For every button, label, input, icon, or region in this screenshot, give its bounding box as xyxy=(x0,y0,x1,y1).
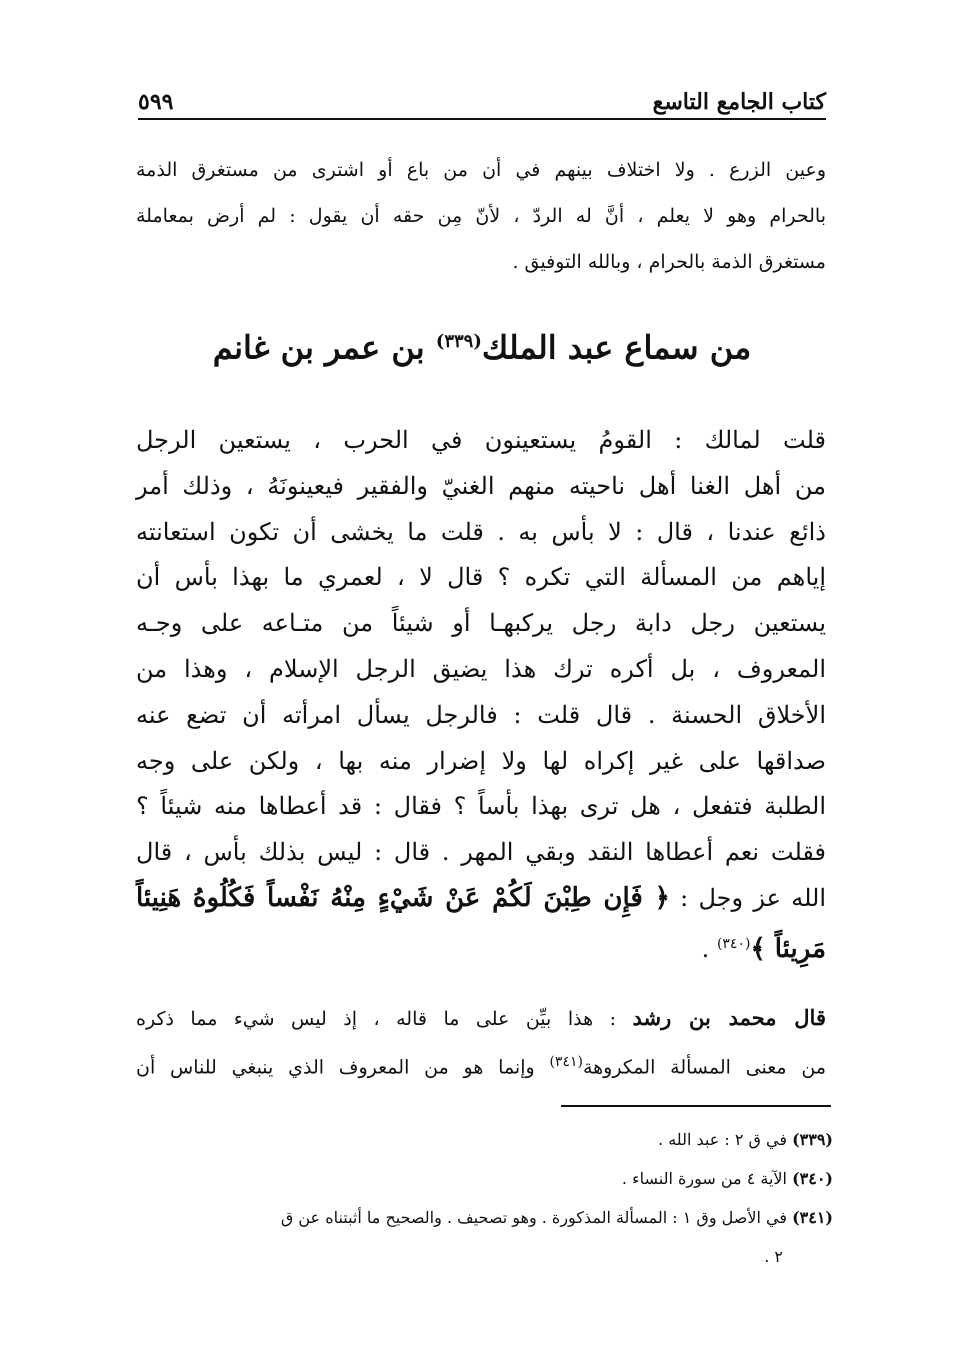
footnotes xyxy=(133,1120,833,1276)
commentary-author: قال محمد بن رشد xyxy=(632,1005,826,1030)
footnote-number: (٣٣٩) xyxy=(792,1130,833,1149)
body-line: يستعين رجل دابة رجل يركبهـا أو شيئاً من متـاعه على وجـه xyxy=(136,609,826,638)
footnote-text: ٢ . xyxy=(764,1247,783,1266)
intro-paragraph xyxy=(136,147,826,285)
commentary-text: من معنى المسألة المكروهة xyxy=(582,1056,827,1079)
running-header xyxy=(138,88,826,120)
footnote-divider xyxy=(561,1105,831,1107)
footnote-ref-340[interactable]: (٣٤٠) xyxy=(716,935,751,952)
main-paragraph xyxy=(136,418,826,968)
footnote-number: (٣٤٠) xyxy=(792,1169,833,1188)
section-heading-text: بن عمر بن غانم xyxy=(212,328,436,367)
running-title: كتاب الجامع التاسع xyxy=(652,89,826,115)
footnote-text: في ق ٢ : عبد الله . xyxy=(658,1130,793,1149)
section-heading xyxy=(138,318,826,372)
footnote-ref-339[interactable]: (٣٣٩) xyxy=(435,331,482,352)
verse-end: . xyxy=(701,934,717,963)
verse-line xyxy=(136,922,826,968)
section-heading-text: من سماع عبد الملك xyxy=(481,328,752,367)
body-line: فقلت نعم أعطاها النقد وبقي المهر . قال : ليس بذلك بأس ، قال xyxy=(136,838,826,867)
body-line: قلت لمالك : القومُ يستعينون في الحرب ، يستعين الرجل xyxy=(136,426,826,454)
commentary-line xyxy=(136,996,826,1040)
commentary-text: : هذا بيِّن على ما قاله ، إذ ليس شيء مما ذكره xyxy=(136,1008,633,1030)
footnote-text: الآية ٤ من سورة النساء . xyxy=(621,1169,793,1188)
footnote-340 xyxy=(133,1159,833,1198)
footnote-341 xyxy=(133,1198,833,1237)
footnote-339 xyxy=(133,1120,833,1159)
commentary-paragraph xyxy=(136,996,826,1084)
body-line: من أهل الغنا أهل ناحيته منهم الغنيّ والفقير فيعينونَهُ ، وذلك أمر xyxy=(136,471,826,500)
commentary-line xyxy=(136,1040,826,1084)
body-line: المعروف ، بل أكره ترك هذا يضيق الرجل الإسلام ، وهذا من xyxy=(136,654,826,683)
body-line: الطلبة فتفعل ، هل ترى بهذا بأساً ؟ فقال : قد أعطاها منه شيئاً ؟ xyxy=(136,792,826,821)
footnote-341-continued xyxy=(133,1237,833,1276)
intro-line: مستغرق الذمة بالحرام ، وبالله التوفيق . xyxy=(512,251,826,273)
footnote-ref-341[interactable]: (٣٤١) xyxy=(549,1054,583,1070)
body-line: صداقها على غير إكراه لها ولا إضرار منه بها ، ولكن على وجه xyxy=(136,746,826,775)
footnote-text: في الأصل وق ١ : المسألة المذكورة . وهو تصحيف . والصحيح ما أثبتناه عن ق xyxy=(280,1208,793,1227)
body-line: ذائع عندنا ، قال : لا بأس به . قلت ما يخشى أن تكون استعانته xyxy=(136,517,826,546)
verse-line xyxy=(136,876,826,922)
quran-verse: مَرِيئاً ﴾ xyxy=(750,933,826,964)
footnote-number: (٣٤١) xyxy=(792,1208,833,1227)
body-line: إياهم من المسألة التي تكره ؟ قال لا ، لعمري ما بهذا بأس أن xyxy=(136,563,826,592)
page-number: ٥٩٩ xyxy=(138,89,174,115)
verse-intro: الله عز وجل : xyxy=(669,883,827,912)
intro-line: وعين الزرع . ولا اختلاف بينهم في أن من باع أو اشترى من مستغرق الذمة xyxy=(136,159,826,181)
intro-line: بالحرام وهو لا يعلم ، أنَّ له الردّ ، لأنّ مِن حقه أن يقول : لم أرض بمعاملة xyxy=(136,205,826,227)
quran-verse: ﴿ فَإِن طِبْنَ لَكُمْ عَنْ شَيْءٍ مِنْهُ نَفْساً فَكُلُوهُ هَنِيئاً xyxy=(136,882,670,913)
commentary-text: وإنما هو من المعروف الذي ينبغي للناس أن xyxy=(136,1056,550,1079)
body-line: الأخلاق الحسنة . قال قلت : فالرجل يسأل امرأته أن تضع عنه xyxy=(136,700,826,729)
